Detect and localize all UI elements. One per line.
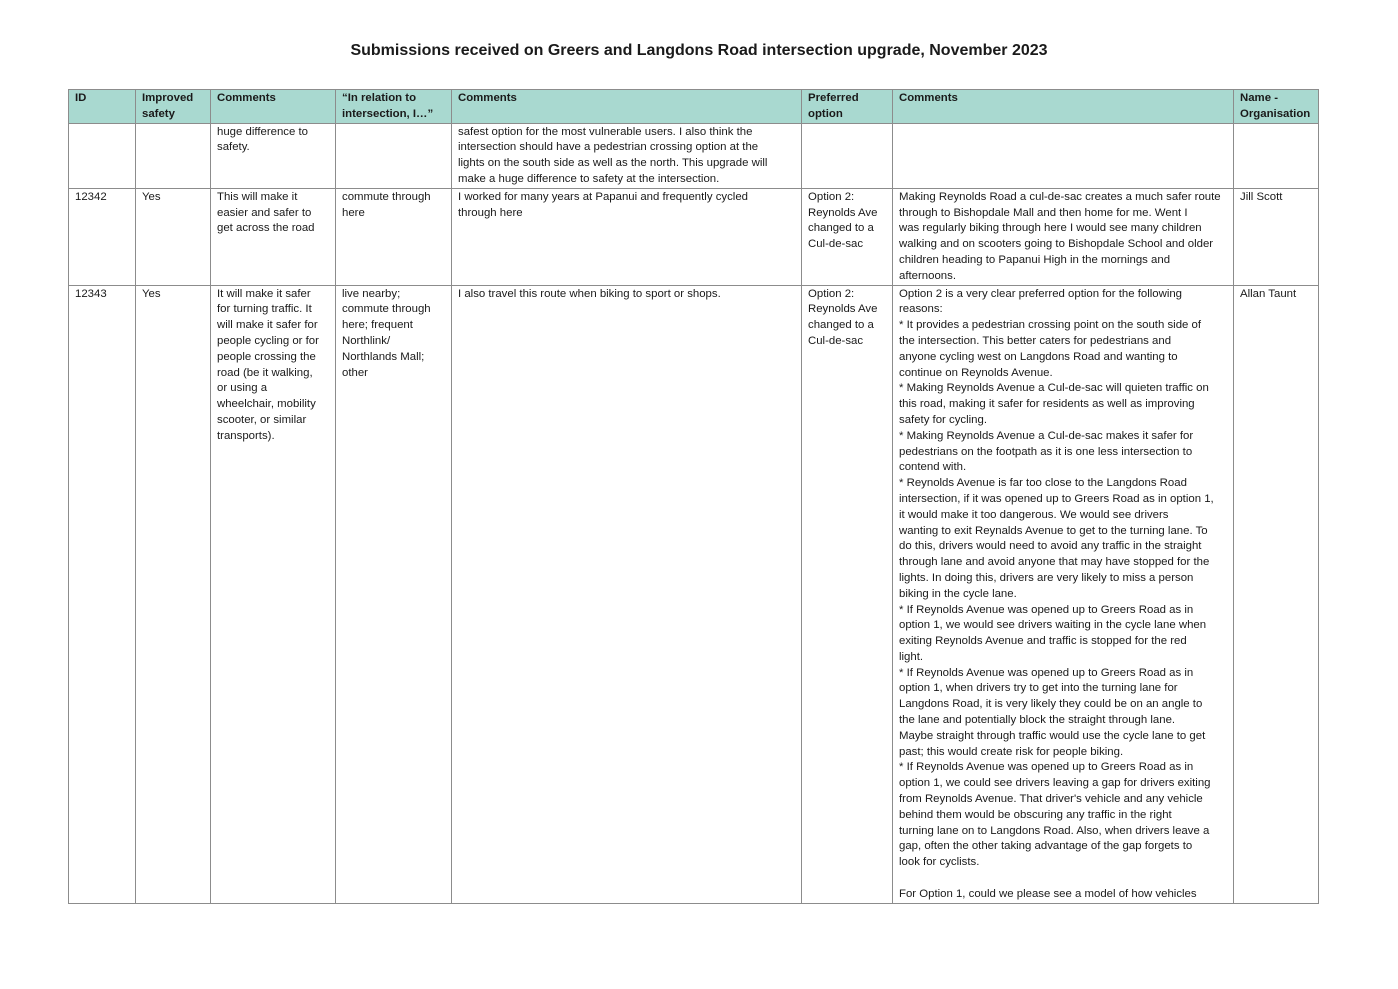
text-line: Option 2 is a very clear preferred option for the following <box>899 287 1183 300</box>
cell-relation-comments <box>452 188 802 285</box>
cell-improved-safety: Yes <box>136 188 211 285</box>
text-line: people crossing the <box>217 350 316 363</box>
cell-id: 12342 <box>69 188 136 285</box>
text-line: I also travel this route when biking to sport or shops. <box>458 287 721 300</box>
cell-safety-comments <box>211 123 336 188</box>
text-line: Option 2: <box>808 190 855 203</box>
text-line: from Reynolds Avenue. That driver's vehicle and any vehicle <box>899 793 1203 806</box>
table-row-continuation <box>69 123 1319 188</box>
text-line: I worked for many years at Papanui and frequently cycled <box>458 190 748 203</box>
text-line: for turning traffic. It <box>217 303 312 316</box>
text-line: continue on Reynolds Avenue. <box>899 366 1053 379</box>
text-line: here; frequent <box>342 319 413 332</box>
header-safety-comments: Comments <box>211 90 336 124</box>
text-line: Langdons Road, it is very likely they could be on an angle to <box>899 698 1203 711</box>
text-line: the lane and potentially block the straight through lane. <box>899 714 1176 727</box>
cell-safety-comments <box>211 188 336 285</box>
text-line: lights. In doing this, drivers are very likely to miss a person <box>899 571 1194 584</box>
blank-line <box>899 871 1227 887</box>
text-line: commute through <box>342 190 431 203</box>
header-improved-safety: Improved safety <box>136 90 211 124</box>
text-line: changed to a <box>808 319 874 332</box>
text-line: safety for cycling. <box>899 413 987 426</box>
text-line: behind them would be obscuring any traffic in the right <box>899 808 1172 821</box>
cell-name: Allan Taunt <box>1234 285 1319 903</box>
text-line: other <box>342 366 368 379</box>
table-row <box>69 188 1319 285</box>
cell-preferred-option <box>802 188 893 285</box>
cell-option-comments <box>893 285 1234 903</box>
cell-relation-comments <box>452 123 802 188</box>
text-line: Cul-de-sac <box>808 238 864 251</box>
cell-name: Jill Scott <box>1234 188 1319 285</box>
text-line: children heading to Papanui High in the mornings and <box>899 253 1171 266</box>
text-line: Option 2: <box>808 287 855 300</box>
text-line: past; this would create risk for people biking. <box>899 745 1124 758</box>
cell-preferred-option <box>802 285 893 903</box>
text-line: do this, drivers would need to avoid any traffic in the straight <box>899 540 1202 553</box>
cell-id <box>69 123 136 188</box>
text-line: transports). <box>217 429 275 442</box>
text-line: safety. <box>217 141 250 154</box>
text-line: pedestrians on the footpath as it is one less intersection to <box>899 445 1193 458</box>
text-line: * Reynolds Avenue is far too close to the Langdons Road <box>899 477 1187 490</box>
cell-relation-comments <box>452 285 802 903</box>
text-line: here <box>342 206 365 219</box>
text-line: will make it safer for <box>217 319 318 332</box>
text-line: turning lane on to Langdons Road. Also, when drivers leave a <box>899 824 1210 837</box>
header-row <box>69 90 1319 124</box>
text-line: through here <box>458 206 523 219</box>
text-line: commute through <box>342 303 431 316</box>
cell-preferred-option <box>802 123 893 188</box>
cell-id: 12343 <box>69 285 136 903</box>
text-line: road (be it walking, <box>217 366 313 379</box>
text-line: It will make it safer <box>217 287 311 300</box>
text-line: * If Reynolds Avenue was opened up to Greers Road as in <box>899 666 1194 679</box>
text-line: easier and safer to <box>217 206 312 219</box>
text-line: * Making Reynolds Avenue a Cul-de-sac will quieten traffic on <box>899 382 1209 395</box>
header-relation-comments: Comments <box>452 90 802 124</box>
text-line: Northlands Mall; <box>342 350 425 363</box>
text-line: anyone cycling west on Langdons Road and wanting to <box>899 350 1178 363</box>
text-line: biking in the cycle lane. <box>899 587 1017 600</box>
cell-improved-safety: Yes <box>136 285 211 903</box>
submissions-table <box>68 89 1319 904</box>
text-line: make a huge difference to safety at the intersection. <box>458 172 720 185</box>
text-line: Cul-de-sac <box>808 334 864 347</box>
text-line: option 1, we would see drivers waiting in the cycle lane when <box>899 619 1207 632</box>
text-line: it would make it too dangerous. We would see drivers <box>899 508 1169 521</box>
text-line: exiting Reynolds Avenue and traffic is stopped for the red <box>899 635 1187 648</box>
text-line: through lane and avoid anyone that may have stopped for the <box>899 556 1210 569</box>
text-line: reasons: <box>899 303 943 316</box>
cell-relation <box>336 285 452 903</box>
text-line: wheelchair, mobility <box>217 398 316 411</box>
text-line: light. <box>899 650 924 663</box>
text-line: For Option 1, could we please see a model of how vehicles <box>899 887 1197 900</box>
text-line: * If Reynolds Avenue was opened up to Greers Road as in <box>899 761 1194 774</box>
text-line: intersection should have a pedestrian crossing option at the <box>458 141 759 154</box>
header-name-organisation: Name - Organisation <box>1234 90 1319 124</box>
cell-relation <box>336 123 452 188</box>
header-id: ID <box>69 90 136 124</box>
text-line: scooter, or similar <box>217 413 307 426</box>
cell-option-comments <box>893 123 1234 188</box>
text-line: people cycling or for <box>217 334 319 347</box>
text-line: safest option for the most vulnerable users. I also think the <box>458 125 753 138</box>
text-line: wanting to exit Reynalds Avenue to get to the turning lane. To <box>899 524 1208 537</box>
cell-name <box>1234 123 1319 188</box>
text-line: gap, often the other taking advantage of the gap forgets to <box>899 840 1193 853</box>
text-line: This will make it <box>217 190 298 203</box>
text-line: Reynolds Ave <box>808 206 878 219</box>
header-option-comments: Comments <box>893 90 1234 124</box>
text-line: option 1, when drivers try to get into the turning lane for <box>899 682 1178 695</box>
header-relation: “In relation to intersection, I…” <box>336 90 452 124</box>
cell-safety-comments <box>211 285 336 903</box>
document-title: Submissions received on Greers and Langdons Road intersection upgrade, November 2023 <box>350 42 1048 59</box>
text-line: was regularly biking through here I would see many children <box>899 222 1202 235</box>
text-line: the intersection. This better caters for pedestrians and <box>899 334 1172 347</box>
table-row <box>69 285 1319 903</box>
text-line: changed to a <box>808 222 874 235</box>
header-preferred-option: Preferred option <box>802 90 893 124</box>
text-line: Northlink/ <box>342 334 391 347</box>
text-line: contend with. <box>899 461 967 474</box>
text-line: * Making Reynolds Avenue a Cul-de-sac makes it safer for <box>899 429 1194 442</box>
text-line: walking and on scooters going to Bishopdale School and older <box>899 238 1214 251</box>
text-line: lights on the south side as well as the north. This upgrade will <box>458 157 768 170</box>
text-line: * If Reynolds Avenue was opened up to Greers Road as in <box>899 603 1194 616</box>
cell-option-comments <box>893 188 1234 285</box>
text-line: option 1, we could see drivers leaving a gap for drivers exiting <box>899 777 1211 790</box>
text-line: look for cyclists. <box>899 856 980 869</box>
text-line: Reynolds Ave <box>808 303 878 316</box>
text-line: through to Bishopdale Mall and then home for me. Went I <box>899 206 1188 219</box>
text-line: intersection, if it was opened up to Greers Road as in option 1, <box>899 492 1214 505</box>
text-line: get across the road <box>217 222 315 235</box>
text-line: live nearby; <box>342 287 401 300</box>
text-line: Making Reynolds Road a cul-de-sac creates a much safer route <box>899 190 1221 203</box>
text-line: Maybe straight through traffic would use the cycle lane to get <box>899 729 1206 742</box>
cell-improved-safety <box>136 123 211 188</box>
text-line: huge difference to <box>217 125 308 138</box>
text-line: afternoons. <box>899 269 956 282</box>
text-line: or using a <box>217 382 268 395</box>
text-line: * It provides a pedestrian crossing point on the south side of <box>899 319 1202 332</box>
cell-relation <box>336 188 452 285</box>
text-line: this road, making it safer for residents as well as improving <box>899 398 1195 411</box>
